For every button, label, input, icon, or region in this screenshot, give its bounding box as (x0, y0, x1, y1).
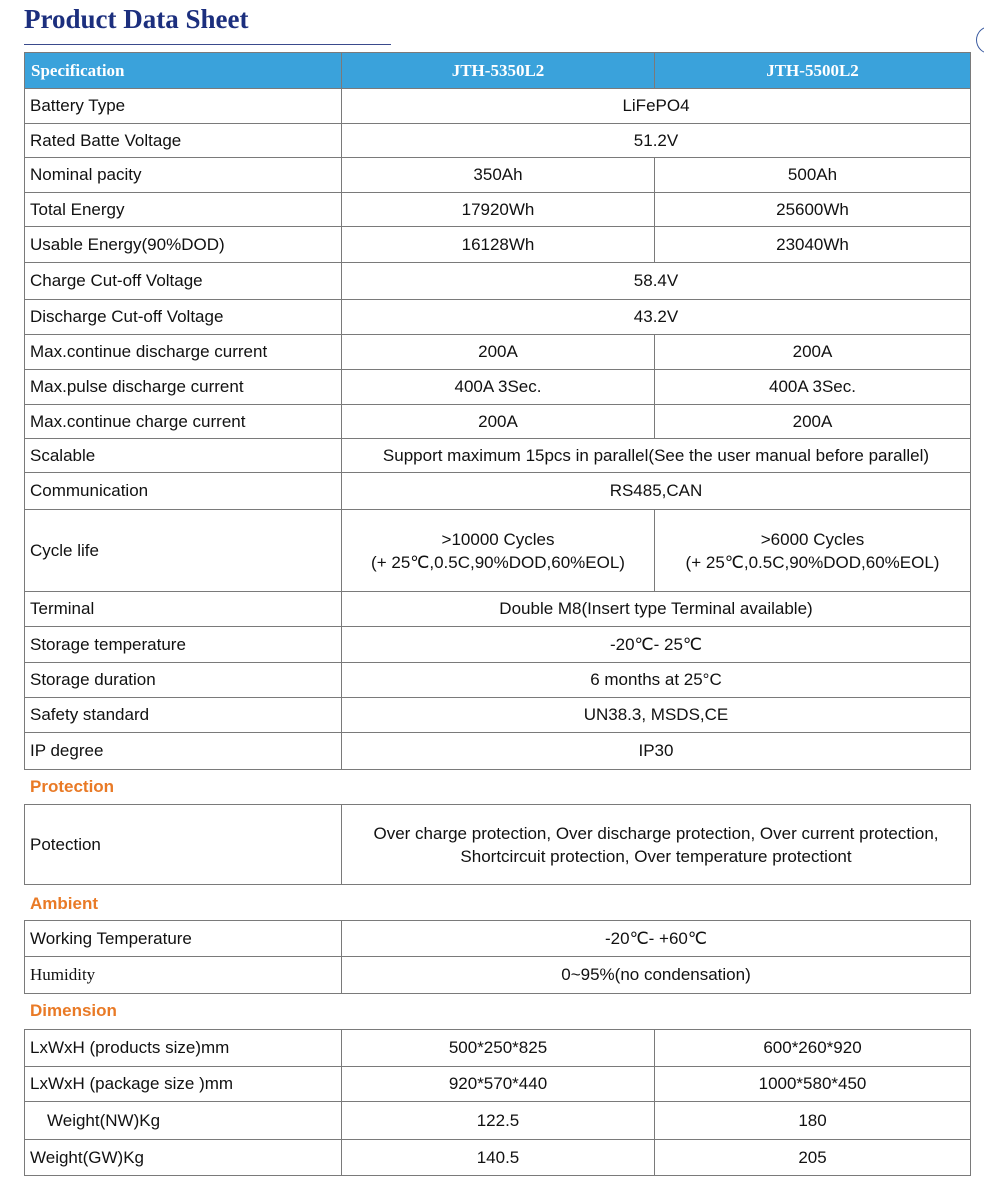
row-label: Battery Type (25, 89, 342, 124)
header-specification: Specification (25, 53, 342, 89)
ambient-table (24, 920, 971, 994)
row-label: Terminal (25, 592, 342, 627)
cycle-conditions-model-1: (+ 25℃,0.5C,90%DOD,60%EOL) (371, 552, 625, 572)
row-value-model-2: 205 (655, 1140, 971, 1176)
specification-table (24, 52, 971, 770)
section-title-ambient: Ambient (30, 894, 98, 913)
row-value: 51.2V (342, 124, 971, 158)
table-row-scalable (25, 439, 971, 473)
table-row-protection (25, 805, 971, 885)
title-underline (24, 44, 391, 45)
table-row-ip-degree (25, 733, 971, 770)
row-label: Storage temperature (25, 627, 342, 663)
table-row-cycle-life (25, 510, 971, 592)
table-row-package-size (25, 1067, 971, 1102)
row-value-model-1: 16128Wh (342, 227, 655, 263)
row-label: Max.continue discharge current (25, 335, 342, 370)
table-row-discharge-cutoff (25, 300, 971, 335)
table-row-battery-type (25, 89, 971, 124)
table-row-max-pulse-discharge (25, 370, 971, 405)
row-label: Communication (25, 473, 342, 510)
row-value-model-2: 600*260*920 (655, 1030, 971, 1067)
row-value-model-2: 500Ah (655, 158, 971, 193)
table-header-row (25, 53, 971, 89)
row-label: Max.pulse discharge current (25, 370, 342, 405)
row-value-model-2 (655, 510, 971, 592)
dimension-table (24, 1029, 971, 1176)
row-label: LxWxH (package size )mm (25, 1067, 342, 1102)
row-value-model-2: 23040Wh (655, 227, 971, 263)
table-row-storage-duration (25, 663, 971, 698)
row-label: Potection (25, 805, 342, 885)
row-label: Charge Cut-off Voltage (25, 263, 342, 300)
cycle-count-model-1: >10000 Cycles (441, 529, 555, 549)
row-value: 43.2V (342, 300, 971, 335)
table-row-storage-temperature (25, 627, 971, 663)
table-row-charge-cutoff (25, 263, 971, 300)
table-row-weight-gw (25, 1140, 971, 1176)
row-value-model-2: 1000*580*450 (655, 1067, 971, 1102)
row-value: 0~95%(no condensation) (342, 957, 971, 994)
protection-table (24, 804, 971, 885)
table-row-product-size (25, 1030, 971, 1067)
row-value: RS485,CAN (342, 473, 971, 510)
row-value: 6 months at 25°C (342, 663, 971, 698)
row-value: Double M8(Insert type Terminal available) (342, 592, 971, 627)
row-value-model-1: 200A (342, 405, 655, 439)
row-value: UN38.3, MSDS,CE (342, 698, 971, 733)
row-value: Support maximum 15pcs in parallel(See the user manual before parallel) (342, 439, 971, 473)
row-label: Cycle life (25, 510, 342, 592)
row-value: LiFePO4 (342, 89, 971, 124)
row-value-model-2: 180 (655, 1102, 971, 1140)
table-row-max-continue-discharge (25, 335, 971, 370)
row-value: IP30 (342, 733, 971, 770)
section-title-protection: Protection (30, 777, 115, 796)
row-value-model-1: 17920Wh (342, 193, 655, 227)
row-value-model-1: 140.5 (342, 1140, 655, 1176)
row-label: LxWxH (products size)mm (25, 1030, 342, 1067)
row-label: Rated Batte Voltage (25, 124, 342, 158)
protection-line-2: Shortcircuit protection, Over temperature protectiont (460, 846, 852, 866)
row-label: Nominal pacity (25, 158, 342, 193)
row-value-model-2: 25600Wh (655, 193, 971, 227)
table-row-max-continue-charge (25, 405, 971, 439)
table-row-nominal-capacity (25, 158, 971, 193)
row-label: Working Temperature (25, 921, 342, 957)
table-row-weight-nw (25, 1102, 971, 1140)
protection-line-1: Over charge protection, Over discharge protection, Over current protection, (373, 823, 939, 843)
table-row-communication (25, 473, 971, 510)
edge-bracket-mark (976, 26, 984, 54)
row-label: Discharge Cut-off Voltage (25, 300, 342, 335)
cycle-count-model-2: >6000 Cycles (760, 529, 865, 549)
table-row-working-temperature (25, 921, 971, 957)
row-value-model-1: 920*570*440 (342, 1067, 655, 1102)
row-value-model-1: 400A 3Sec. (342, 370, 655, 405)
table-row-safety-standard (25, 698, 971, 733)
section-title-dimension: Dimension (30, 1001, 117, 1020)
row-value: -20℃- 25℃ (342, 627, 971, 663)
row-label: Safety standard (25, 698, 342, 733)
row-value-model-1: 122.5 (342, 1102, 655, 1140)
row-label: Humidity (25, 957, 342, 994)
row-label: Weight(NW)Kg (25, 1102, 342, 1140)
row-value: 58.4V (342, 263, 971, 300)
header-model-1: JTH-5350L2 (342, 53, 655, 89)
row-label: IP degree (25, 733, 342, 770)
cycle-conditions-model-2: (+ 25℃,0.5C,90%DOD,60%EOL) (685, 552, 940, 572)
row-value: -20℃- +60℃ (342, 921, 971, 957)
table-row-terminal (25, 592, 971, 627)
header-model-2: JTH-5500L2 (655, 53, 971, 89)
row-value-model-1: 200A (342, 335, 655, 370)
page-title: Product Data Sheet (24, 4, 249, 34)
row-label: Total Energy (25, 193, 342, 227)
row-value (342, 805, 971, 885)
row-value-model-1: 500*250*825 (342, 1030, 655, 1067)
table-row-usable-energy (25, 227, 971, 263)
row-value-model-1 (342, 510, 655, 592)
row-value-model-2: 400A 3Sec. (655, 370, 971, 405)
row-label: Scalable (25, 439, 342, 473)
row-label: Usable Energy(90%DOD) (25, 227, 342, 263)
row-label: Weight(GW)Kg (25, 1140, 342, 1176)
row-value-model-2: 200A (655, 335, 971, 370)
row-value-model-1: 350Ah (342, 158, 655, 193)
table-row-humidity (25, 957, 971, 994)
row-label: Storage duration (25, 663, 342, 698)
row-value-model-2: 200A (655, 405, 971, 439)
table-row-total-energy (25, 193, 971, 227)
table-row-rated-voltage (25, 124, 971, 158)
row-label: Max.continue charge current (25, 405, 342, 439)
